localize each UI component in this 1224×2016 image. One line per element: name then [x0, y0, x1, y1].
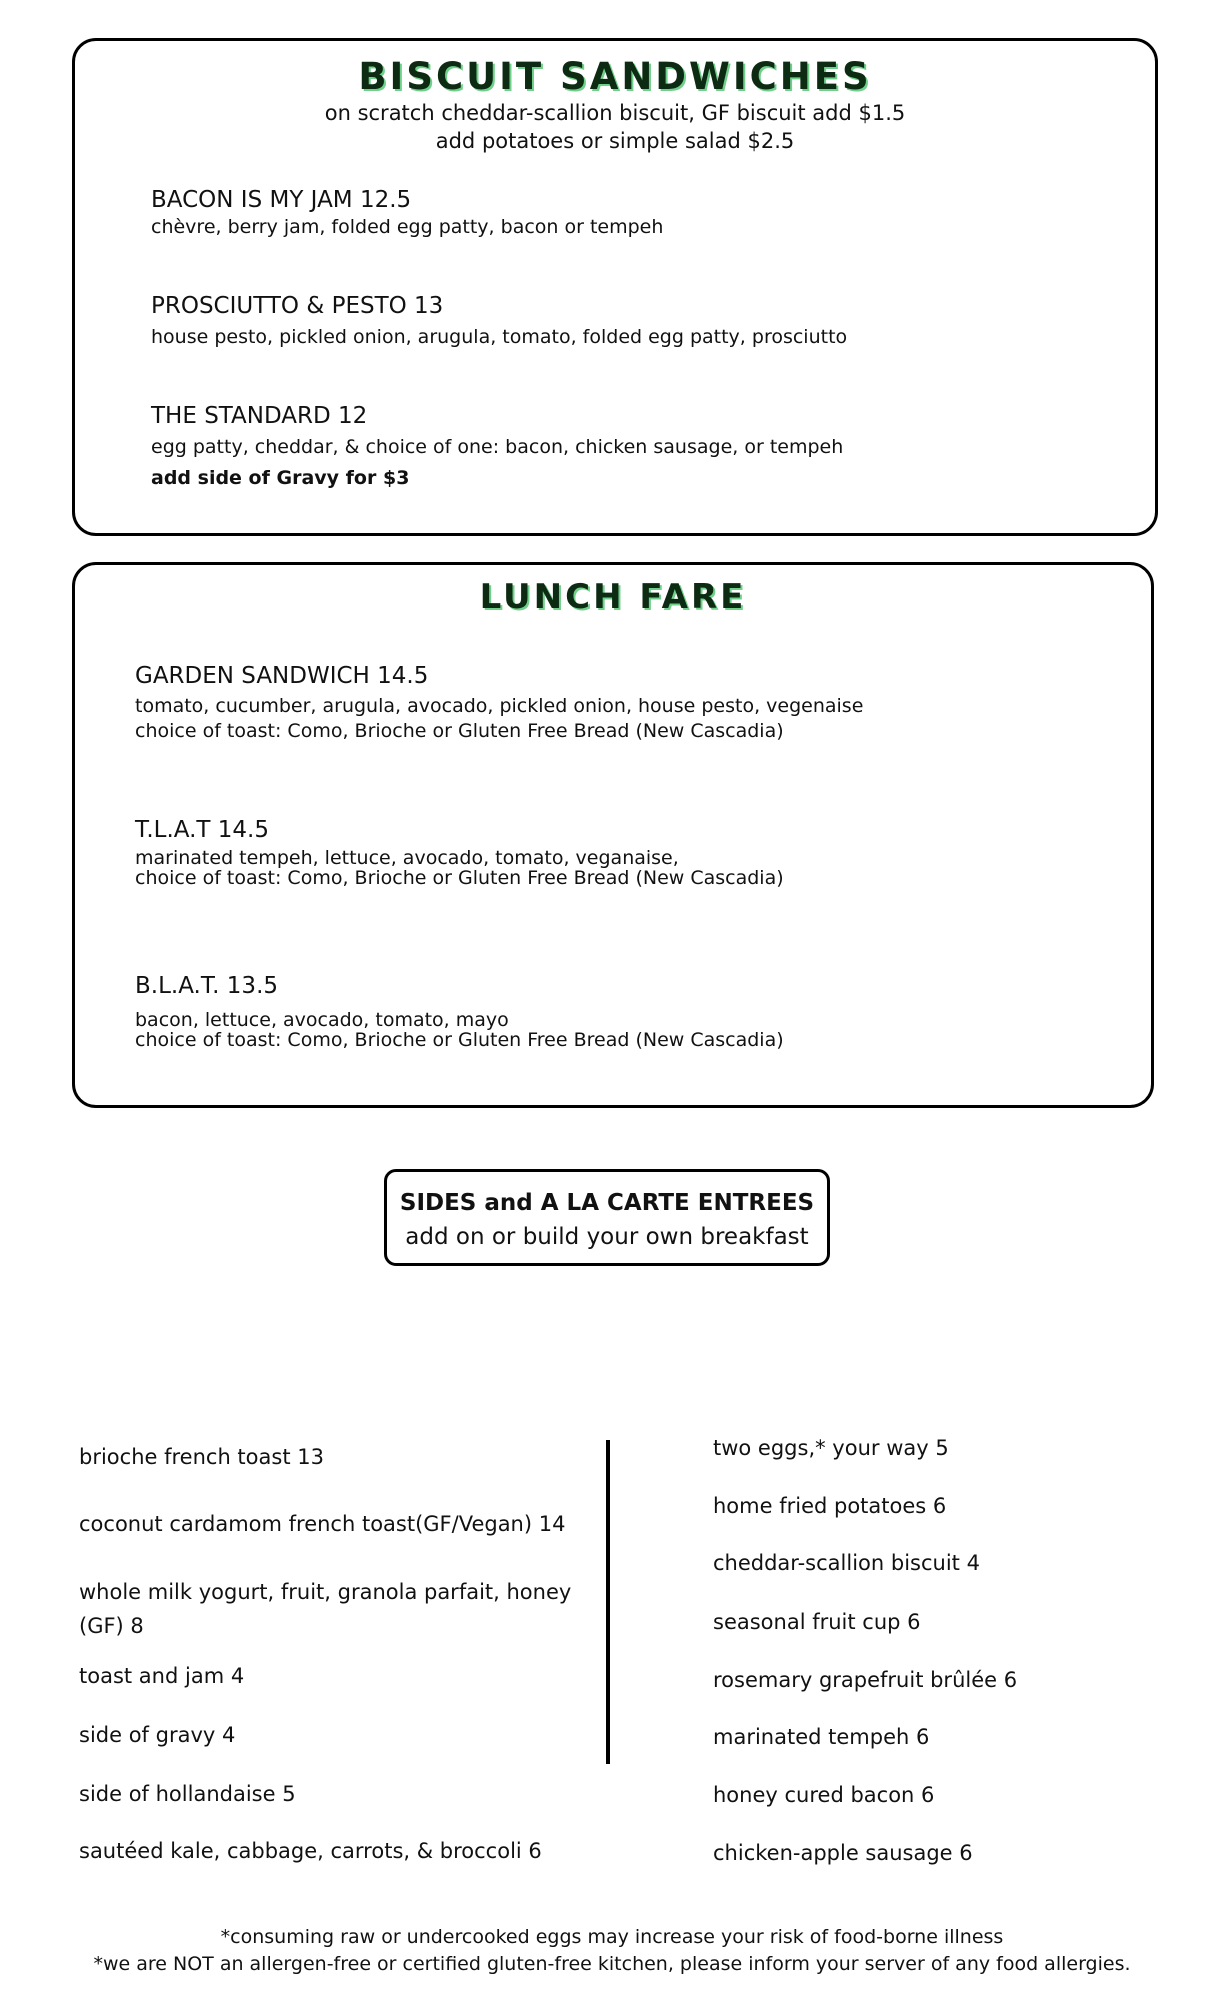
- side-item: seasonal fruit cup 6: [713, 1610, 921, 1634]
- menu-item-description: tomato, cucumber, arugula, avocado, pickled onion, house pesto, vegenaise: [135, 695, 864, 717]
- column-divider: [606, 1440, 610, 1764]
- menu-item-name: THE STANDARD 12: [151, 403, 368, 429]
- side-item: brioche french toast 13: [79, 1445, 324, 1469]
- section-subtitle: add on or build your own breakfast: [405, 1224, 809, 1250]
- side-item: coconut cardamom french toast(GF/Vegan) 14: [79, 1512, 566, 1536]
- menu-item-name: T.L.A.T 14.5: [135, 817, 269, 843]
- menu-item-name: B.L.A.T. 13.5: [135, 973, 279, 999]
- menu-item-name: PROSCIUTTO & PESTO 13: [151, 293, 444, 319]
- menu-item-description: chèvre, berry jam, folded egg patty, bacon or tempeh: [151, 216, 664, 238]
- side-item: side of hollandaise 5: [79, 1782, 296, 1806]
- side-item: honey cured bacon 6: [713, 1783, 935, 1807]
- menu-item-description: choice of toast: Como, Brioche or Gluten Free Bread (New Cascadia): [135, 867, 784, 889]
- menu-item-name: GARDEN SANDWICH 14.5: [135, 663, 429, 689]
- menu-item-description: choice of toast: Como, Brioche or Gluten Free Bread (New Cascadia): [135, 720, 784, 742]
- menu-item-description: bacon, lettuce, avocado, tomato, mayo: [135, 1009, 509, 1031]
- side-item: marinated tempeh 6: [713, 1725, 930, 1749]
- footer-disclaimer: *we are NOT an allergen-free or certified gluten-free kitchen, please inform your server of any food allergies.: [93, 1953, 1131, 1975]
- section-title: SIDES and A LA CARTE ENTREES: [399, 1190, 815, 1216]
- side-item: whole milk yogurt, fruit, granola parfait, honey (GF) 8: [79, 1580, 572, 1638]
- side-item: sautéed kale, cabbage, carrots, & broccoli 6: [79, 1839, 542, 1863]
- menu-item-description: house pesto, pickled onion, arugula, tomato, folded egg patty, prosciutto: [151, 326, 848, 348]
- side-item: chicken-apple sausage 6: [713, 1841, 973, 1865]
- footer-disclaimer: *consuming raw or undercooked eggs may increase your risk of food-borne illness: [220, 1926, 1004, 1948]
- menu-item-name: BACON IS MY JAM 12.5: [151, 187, 412, 213]
- side-item: toast and jam 4: [79, 1664, 245, 1688]
- side-item: side of gravy 4: [79, 1723, 236, 1747]
- biscuit-sandwiches-section: [72, 38, 1158, 536]
- section-title: LUNCH FARE: [479, 577, 747, 617]
- side-item: two eggs,* your way 5: [713, 1436, 949, 1460]
- menu-item-description: choice of toast: Como, Brioche or Gluten Free Bread (New Cascadia): [135, 1029, 784, 1051]
- side-item: cheddar-scallion biscuit 4: [713, 1551, 980, 1575]
- section-title: BISCUIT SANDWICHES: [358, 55, 872, 98]
- lunch-fare-section: [72, 562, 1154, 1108]
- menu-item-note: add side of Gravy for $3: [151, 467, 410, 489]
- menu-item-description: egg patty, cheddar, & choice of one: bacon, chicken sausage, or tempeh: [151, 436, 844, 458]
- section-subtitle: on scratch cheddar-scallion biscuit, GF biscuit add $1.5: [324, 101, 906, 125]
- section-subtitle: add potatoes or simple salad $2.5: [435, 129, 795, 153]
- menu-item-description: marinated tempeh, lettuce, avocado, tomato, veganaise,: [135, 847, 679, 869]
- side-item: home fried potatoes 6: [713, 1494, 947, 1518]
- sides-heading-box: [384, 1169, 830, 1266]
- side-item: rosemary grapefruit brûlée 6: [713, 1668, 1018, 1692]
